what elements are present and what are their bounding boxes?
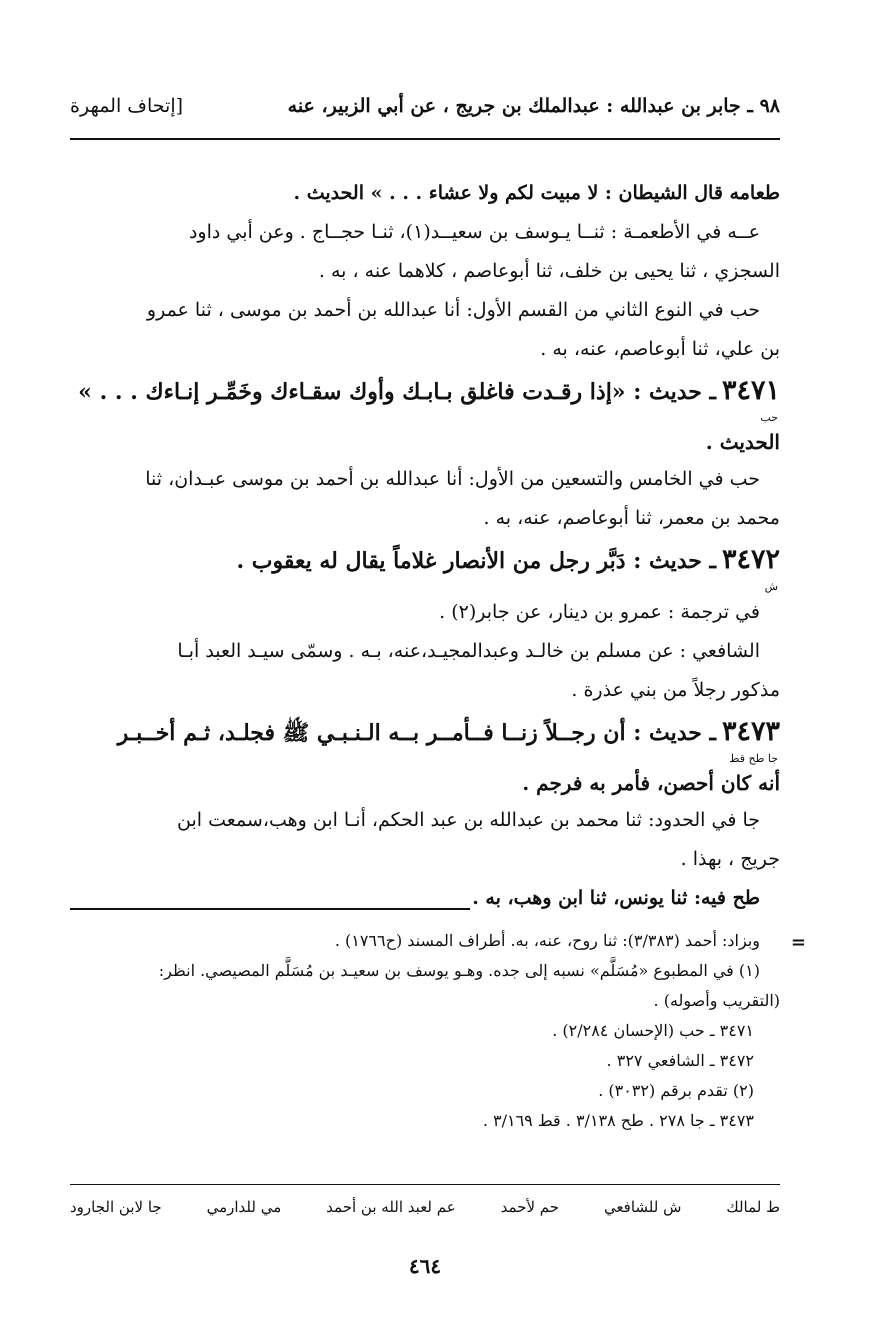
text-line: عــه في الأطعمـة : ثنــا يـوسف بن سعيــد(١)، ثنـا حجــاج . وعن أبي داود <box>188 221 760 243</box>
text-line: محمد بن معمر، ثنا أبوعاصم، عنه، به . <box>483 507 780 529</box>
hadith-heading-3471 <box>70 371 780 412</box>
text-line: طعامه قال الشيطان : لا مبيت لكم ولا عشاء . . . » الحديث . <box>293 182 780 204</box>
text-line: مذكور رجلاً من بني عذرة . <box>571 679 780 701</box>
abbreviations-rule <box>70 1184 780 1185</box>
hadith-title: ـ حديث : أن رجــلاً زنــا فــأمــر بــه الـنـبـي ﷺ فجلـد، ثـم أخــبـر <box>117 720 716 746</box>
abbreviations-key <box>70 1198 780 1216</box>
footnote-line: (التقريب وأصوله) . <box>653 991 780 1010</box>
hadith-title: ـ حديث : «إذا رقـدت فاغلق بـابـك وأوك سقـاءك وخَمِّـر إنـاءك . . . » <box>78 379 716 405</box>
hadith-number: ٣٤٧١ <box>721 375 780 406</box>
running-head <box>70 86 780 126</box>
hadith-number: ٣٤٧٢ <box>721 544 780 575</box>
text-line: السجزي ، ثنا يحيى بن خلف، ثنا أبوعاصم ، كلاهما عنه ، به . <box>318 260 780 282</box>
text-line: الشافعي : عن مسلم بن خالـد وعبدالمجيـد،عنه، بـه . وسمّى سيـد العبد أبـا <box>177 640 760 662</box>
abbreviation-item: مي للدارمي <box>206 1198 282 1216</box>
abbreviation-item: حم لأحمد <box>500 1198 560 1216</box>
continuation-mark: = <box>790 932 806 953</box>
source-sigla: حب <box>760 411 778 424</box>
hadith-heading-3473 <box>70 712 780 753</box>
source-sigla: ش <box>764 580 778 593</box>
footnote-line: وبزاد: أحمد (٣/٣٨٣): ثنا روح، عنه، به. أطراف المسند (ح١٧٦٦) . <box>334 931 760 950</box>
main-text <box>70 174 780 918</box>
text-line: جا في الحدود: ثنا محمد بن عبدالله بن عبد الحكم، أنـا ابن وهب،سمعت ابن <box>177 809 760 831</box>
page <box>70 86 806 1286</box>
hadith-continuation: أنه كان أحصن، فأمر به فرجم . <box>522 771 780 795</box>
page-number: ٤٦٤ <box>408 1254 442 1278</box>
header-rule <box>70 138 780 140</box>
hadith-heading-3472 <box>70 540 780 581</box>
footnote-line: ٣٤٧٣ ـ جا ٢٧٨ . طح ٣/١٣٨ . قط ٣/١٦٩ . <box>482 1111 754 1130</box>
hadith-title: ـ حديث : دَبَّر رجل من الأنصار غلاماً يقال له يعقوب . <box>236 548 716 574</box>
hadith-continuation: الحديث . <box>705 430 780 454</box>
text-line: طح فيه: ثنا يونس، ثنا ابن وهب، به . <box>472 887 760 909</box>
abbreviation-item: ش للشافعي <box>603 1198 682 1216</box>
running-head-book: [إتحاف المهرة <box>70 95 184 117</box>
abbreviation-item: ط لمالك <box>726 1198 780 1216</box>
running-head-title: ٩٨ ـ جابر بن عبدالله : عبدالملك بن جريج ، عن أبي الزبير، عنه <box>287 95 780 117</box>
text-line: حب في الخامس والتسعين من الأول: أنا عبدالله بن أحمد بن موسى عبـدان، ثنا <box>145 468 760 490</box>
abbreviation-item: عم لعبد الله بن أحمد <box>326 1198 456 1216</box>
text-line: بن علي، ثنا أبوعاصم، عنه، به . <box>540 338 780 360</box>
text-line: في ترجمة : عمرو بن دينار، عن جابر(٢) . <box>439 601 760 623</box>
footnote-line: ٣٤٧٢ ـ الشافعي ٣٢٧ . <box>606 1051 754 1070</box>
text-line: جريج ، بهذا . <box>680 848 780 870</box>
footnotes <box>70 926 780 1136</box>
footnote-rule <box>70 908 470 910</box>
footnote-line: ٣٤٧١ ـ حب (الإحسان ٢/٢٨٤) . <box>552 1021 754 1040</box>
text-line: حب في النوع الثاني من القسم الأول: أنا عبدالله بن أحمد بن موسى ، ثنا عمرو <box>146 299 760 321</box>
abbreviation-item: جا لابن الجارود <box>70 1198 162 1216</box>
footnote-line: (٢) تقدم برقم (٣٠٣٢) . <box>598 1081 754 1100</box>
hadith-number: ٣٤٧٣ <box>721 716 780 747</box>
footnote-line: (١) في المطبوع «مُسَلَّم» نسبه إلى جده. وهـو يوسف بن سعيـد بن مُسَلَّم المصيصي. انظر: <box>158 961 760 980</box>
source-sigla: جا طح قط <box>729 752 778 765</box>
